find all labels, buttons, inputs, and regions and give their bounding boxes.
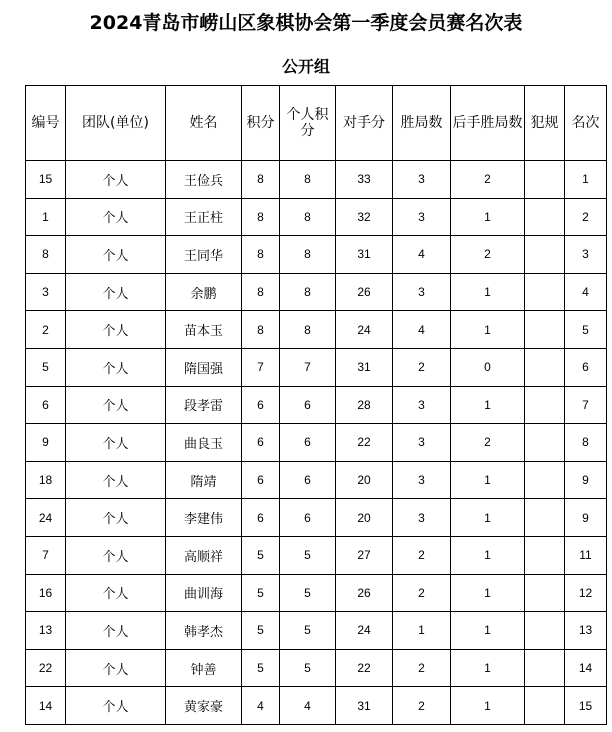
cell-points: 8 [242,311,280,349]
cell-personal-points: 8 [280,273,336,311]
cell-fouls [525,236,565,274]
cell-points: 6 [242,424,280,462]
cell-wins: 3 [393,386,451,424]
cell-fouls [525,649,565,687]
cell-personal-points: 5 [280,574,336,612]
table-row [26,612,607,650]
cell-rank: 6 [565,348,607,386]
table-row [26,687,607,725]
table-row [26,311,607,349]
cell-second-move-wins: 1 [451,687,525,725]
cell-points: 6 [242,386,280,424]
table-row [26,386,607,424]
header-wins: 胜局数 [393,86,451,161]
cell-points: 7 [242,348,280,386]
cell-number: 7 [26,536,66,574]
cell-rank: 12 [565,574,607,612]
cell-number: 15 [26,161,66,199]
table-row [26,574,607,612]
cell-name: 曲训海 [166,574,242,612]
cell-wins: 2 [393,649,451,687]
cell-opponent-score: 27 [336,536,393,574]
cell-opponent-score: 26 [336,273,393,311]
cell-rank: 9 [565,461,607,499]
cell-number: 5 [26,348,66,386]
cell-fouls [525,574,565,612]
cell-second-move-wins: 1 [451,649,525,687]
cell-fouls [525,499,565,537]
cell-rank: 2 [565,198,607,236]
header-team: 团队(单位) [66,86,166,161]
cell-points: 5 [242,649,280,687]
cell-rank: 15 [565,687,607,725]
header-number: 编号 [26,86,66,161]
cell-points: 6 [242,499,280,537]
cell-second-move-wins: 1 [451,461,525,499]
cell-opponent-score: 26 [336,574,393,612]
cell-personal-points: 5 [280,536,336,574]
cell-number: 3 [26,273,66,311]
table-row [26,424,607,462]
cell-second-move-wins: 1 [451,311,525,349]
cell-personal-points: 5 [280,612,336,650]
cell-rank: 11 [565,536,607,574]
cell-points: 4 [242,687,280,725]
cell-number: 9 [26,424,66,462]
cell-number: 16 [26,574,66,612]
cell-opponent-score: 24 [336,311,393,349]
cell-team: 个人 [66,198,166,236]
cell-fouls [525,612,565,650]
table-row [26,536,607,574]
cell-team: 个人 [66,348,166,386]
cell-team: 个人 [66,161,166,199]
header-points: 积分 [242,86,280,161]
cell-opponent-score: 32 [336,198,393,236]
cell-personal-points: 6 [280,424,336,462]
cell-second-move-wins: 1 [451,273,525,311]
cell-team: 个人 [66,311,166,349]
cell-wins: 2 [393,348,451,386]
header-personal-points: 个人积分 [280,86,336,161]
cell-fouls [525,161,565,199]
cell-team: 个人 [66,424,166,462]
cell-second-move-wins: 1 [451,574,525,612]
cell-name: 曲良玉 [166,424,242,462]
cell-team: 个人 [66,273,166,311]
cell-opponent-score: 22 [336,424,393,462]
page-title: 2024青岛市崂山区象棋协会第一季度会员赛名次表 [89,12,523,34]
cell-rank: 14 [565,649,607,687]
cell-second-move-wins: 1 [451,386,525,424]
table-row [26,499,607,537]
cell-rank: 4 [565,273,607,311]
cell-personal-points: 8 [280,161,336,199]
cell-name: 韩孝杰 [166,612,242,650]
cell-team: 个人 [66,386,166,424]
cell-rank: 8 [565,424,607,462]
cell-rank: 3 [565,236,607,274]
table-body [26,161,607,725]
cell-personal-points: 5 [280,649,336,687]
cell-name: 钟善 [166,649,242,687]
cell-wins: 3 [393,424,451,462]
cell-opponent-score: 31 [336,236,393,274]
cell-team: 个人 [66,574,166,612]
cell-second-move-wins: 1 [451,198,525,236]
cell-points: 8 [242,198,280,236]
header-second-move-wins: 后手胜局数 [451,86,525,161]
cell-opponent-score: 31 [336,687,393,725]
cell-points: 6 [242,461,280,499]
cell-second-move-wins: 2 [451,161,525,199]
cell-fouls [525,424,565,462]
cell-wins: 1 [393,612,451,650]
cell-fouls [525,687,565,725]
cell-team: 个人 [66,236,166,274]
cell-number: 8 [26,236,66,274]
cell-wins: 2 [393,574,451,612]
cell-team: 个人 [66,499,166,537]
cell-team: 个人 [66,687,166,725]
cell-fouls [525,536,565,574]
cell-rank: 7 [565,386,607,424]
cell-second-move-wins: 2 [451,424,525,462]
table-row [26,649,607,687]
cell-personal-points: 8 [280,198,336,236]
cell-wins: 4 [393,311,451,349]
header-fouls: 犯规 [525,86,565,161]
table-row [26,161,607,199]
cell-second-move-wins: 1 [451,536,525,574]
cell-personal-points: 7 [280,348,336,386]
cell-number: 18 [26,461,66,499]
table-row [26,236,607,274]
header-rank: 名次 [565,86,607,161]
table-row [26,348,607,386]
table-row [26,198,607,236]
header-opponent-score: 对手分 [336,86,393,161]
cell-second-move-wins: 0 [451,348,525,386]
cell-personal-points: 8 [280,236,336,274]
cell-fouls [525,273,565,311]
cell-fouls [525,348,565,386]
cell-opponent-score: 20 [336,461,393,499]
cell-name: 王正柱 [166,198,242,236]
cell-rank: 9 [565,499,607,537]
cell-second-move-wins: 1 [451,612,525,650]
cell-wins: 2 [393,687,451,725]
cell-second-move-wins: 1 [451,499,525,537]
cell-points: 8 [242,161,280,199]
cell-personal-points: 6 [280,499,336,537]
cell-name: 李建伟 [166,499,242,537]
cell-number: 6 [26,386,66,424]
cell-name: 苗本玉 [166,311,242,349]
cell-points: 8 [242,236,280,274]
cell-opponent-score: 28 [336,386,393,424]
cell-rank: 5 [565,311,607,349]
cell-points: 5 [242,612,280,650]
group-subtitle: 公开组 [281,57,330,76]
cell-number: 22 [26,649,66,687]
cell-personal-points: 6 [280,461,336,499]
cell-name: 高顺祥 [166,536,242,574]
cell-points: 5 [242,536,280,574]
header-name: 姓名 [166,86,242,161]
cell-fouls [525,386,565,424]
cell-name: 王同华 [166,236,242,274]
cell-name: 段孝雷 [166,386,242,424]
header-row [26,86,607,161]
table-row [26,461,607,499]
cell-opponent-score: 24 [336,612,393,650]
cell-name: 黄家豪 [166,687,242,725]
cell-number: 13 [26,612,66,650]
cell-name: 隋国强 [166,348,242,386]
cell-points: 8 [242,273,280,311]
cell-fouls [525,461,565,499]
cell-personal-points: 4 [280,687,336,725]
cell-opponent-score: 33 [336,161,393,199]
cell-name: 王俭兵 [166,161,242,199]
cell-team: 个人 [66,536,166,574]
cell-wins: 3 [393,198,451,236]
cell-personal-points: 6 [280,386,336,424]
cell-team: 个人 [66,649,166,687]
cell-number: 24 [26,499,66,537]
cell-wins: 3 [393,273,451,311]
cell-fouls [525,198,565,236]
cell-wins: 3 [393,499,451,537]
cell-rank: 1 [565,161,607,199]
cell-wins: 4 [393,236,451,274]
cell-opponent-score: 22 [336,649,393,687]
cell-wins: 2 [393,536,451,574]
cell-fouls [525,311,565,349]
cell-number: 1 [26,198,66,236]
cell-team: 个人 [66,461,166,499]
cell-wins: 3 [393,161,451,199]
cell-rank: 13 [565,612,607,650]
cell-second-move-wins: 2 [451,236,525,274]
cell-opponent-score: 20 [336,499,393,537]
cell-points: 5 [242,574,280,612]
table-row [26,273,607,311]
cell-personal-points: 8 [280,311,336,349]
cell-name: 隋靖 [166,461,242,499]
cell-opponent-score: 31 [336,348,393,386]
cell-number: 2 [26,311,66,349]
cell-wins: 3 [393,461,451,499]
cell-team: 个人 [66,612,166,650]
standings-table [25,85,607,725]
cell-number: 14 [26,687,66,725]
cell-name: 余鹏 [166,273,242,311]
table-header [26,86,607,161]
